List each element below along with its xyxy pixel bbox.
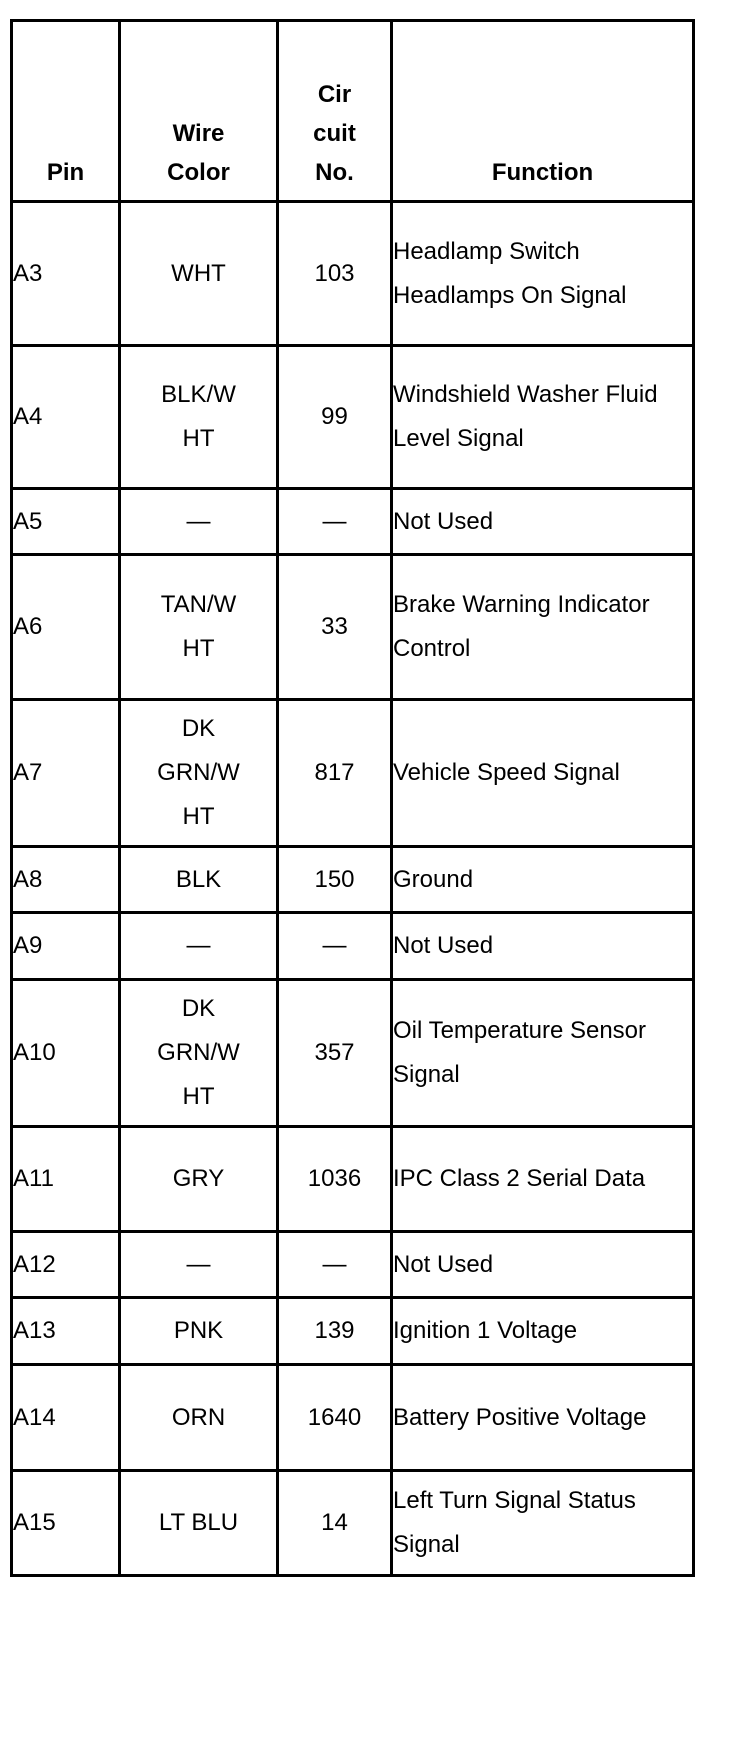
header-function: Function <box>392 21 694 202</box>
table-header-row <box>12 21 694 202</box>
pin-cell: A9 <box>12 913 120 980</box>
function-cell: Left Turn Signal Status Signal <box>392 1471 694 1576</box>
header-pin: Pin <box>12 21 120 202</box>
circuit-no-cell: — <box>278 1232 392 1298</box>
wire-color-cell: PNK <box>120 1298 278 1365</box>
pin-cell: A8 <box>12 847 120 913</box>
function-cell: IPC Class 2 Serial Data <box>392 1127 694 1232</box>
table-row <box>12 1365 694 1471</box>
pin-cell: A10 <box>12 980 120 1127</box>
pin-cell: A13 <box>12 1298 120 1365</box>
circuit-no-cell: 817 <box>278 700 392 847</box>
table-row <box>12 202 694 346</box>
table-row <box>12 1232 694 1298</box>
header-wire-color: Wire Color <box>120 21 278 202</box>
wire-color-cell: — <box>120 1232 278 1298</box>
wire-color-cell: — <box>120 489 278 555</box>
table-row <box>12 847 694 913</box>
wire-color-cell: DK GRN/W HT <box>120 980 278 1127</box>
pin-cell: A14 <box>12 1365 120 1471</box>
table-row <box>12 1471 694 1576</box>
circuit-no-cell: 139 <box>278 1298 392 1365</box>
function-cell: Not Used <box>392 1232 694 1298</box>
circuit-no-cell: 357 <box>278 980 392 1127</box>
function-cell: Ground <box>392 847 694 913</box>
wire-color-cell: LT BLU <box>120 1471 278 1576</box>
table-row <box>12 700 694 847</box>
circuit-no-cell: 99 <box>278 346 392 489</box>
table-row <box>12 346 694 489</box>
pin-cell: A5 <box>12 489 120 555</box>
wire-color-cell: BLK/W HT <box>120 346 278 489</box>
wire-color-cell: TAN/W HT <box>120 555 278 700</box>
wire-color-cell: ORN <box>120 1365 278 1471</box>
table-row <box>12 1127 694 1232</box>
function-cell: Brake Warning Indicator Control <box>392 555 694 700</box>
circuit-no-cell: — <box>278 913 392 980</box>
table-row <box>12 913 694 980</box>
header-circuit-no: Cir cuit No. <box>278 21 392 202</box>
circuit-no-cell: 14 <box>278 1471 392 1576</box>
function-cell: Battery Positive Voltage <box>392 1365 694 1471</box>
function-cell: Vehicle Speed Signal <box>392 700 694 847</box>
pin-cell: A6 <box>12 555 120 700</box>
circuit-no-cell: 103 <box>278 202 392 346</box>
function-cell: Windshield Washer Fluid Level Signal <box>392 346 694 489</box>
pin-cell: A15 <box>12 1471 120 1576</box>
function-cell: Not Used <box>392 489 694 555</box>
wire-color-cell: WHT <box>120 202 278 346</box>
pin-cell: A11 <box>12 1127 120 1232</box>
function-cell: Ignition 1 Voltage <box>392 1298 694 1365</box>
circuit-no-cell: 33 <box>278 555 392 700</box>
wire-color-cell: GRY <box>120 1127 278 1232</box>
circuit-no-cell: 1640 <box>278 1365 392 1471</box>
function-cell: Not Used <box>392 913 694 980</box>
wire-color-cell: — <box>120 913 278 980</box>
wire-color-cell: BLK <box>120 847 278 913</box>
pin-cell: A4 <box>12 346 120 489</box>
wire-color-cell: DK GRN/W HT <box>120 700 278 847</box>
circuit-no-cell: 150 <box>278 847 392 913</box>
pin-cell: A7 <box>12 700 120 847</box>
pin-cell: A3 <box>12 202 120 346</box>
function-cell: Headlamp Switch Headlamps On Signal <box>392 202 694 346</box>
pin-cell: A12 <box>12 1232 120 1298</box>
table-row <box>12 1298 694 1365</box>
table-row <box>12 555 694 700</box>
connector-pinout-table <box>10 19 695 1577</box>
function-cell: Oil Temperature Sensor Signal <box>392 980 694 1127</box>
circuit-no-cell: 1036 <box>278 1127 392 1232</box>
circuit-no-cell: — <box>278 489 392 555</box>
table-row <box>12 980 694 1127</box>
table-row <box>12 489 694 555</box>
